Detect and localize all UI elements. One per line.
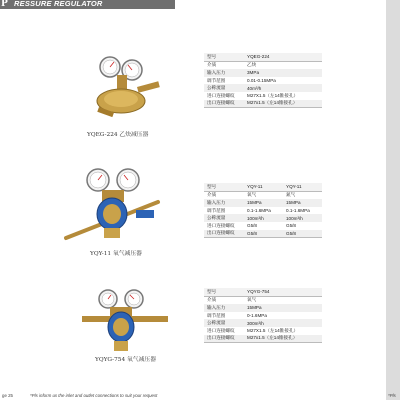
spec-row xyxy=(204,92,322,100)
yqyg-754-regulator-image xyxy=(80,283,170,353)
spec-row xyxy=(204,77,322,85)
spec-table-yqeg-224 xyxy=(204,53,322,108)
spec-label: 型号 xyxy=(204,53,244,61)
spec-value: M27X1.5（左14锥接孔） xyxy=(244,92,322,100)
spec-label: 调节范围 xyxy=(204,207,244,215)
next-page-footer-note: *Pls xyxy=(388,393,396,398)
page-footer xyxy=(0,392,386,400)
spec-row xyxy=(204,183,322,191)
spec-row xyxy=(204,61,322,69)
spec-value: G5/8 xyxy=(244,230,283,238)
spec-label: 公称流量 xyxy=(204,214,244,222)
spec-value: YQY-11 xyxy=(244,183,283,191)
spec-label: 进口连接螺纹 xyxy=(204,92,244,100)
spec-value: YQY-11 xyxy=(283,183,322,191)
spec-label: 介质 xyxy=(204,296,244,304)
spec-value: M27x1.5（左14锥接孔） xyxy=(244,335,322,343)
spec-value: 3MPa xyxy=(244,69,322,77)
spec-row xyxy=(204,214,322,222)
page-number: ge 25 xyxy=(2,393,13,398)
spec-row xyxy=(204,304,322,312)
spec-row xyxy=(204,199,322,207)
spec-value: 300m³/h xyxy=(244,319,322,327)
spec-label: 进口连接螺纹 xyxy=(204,327,244,335)
spec-row xyxy=(204,335,322,343)
spec-label: 公称流量 xyxy=(204,84,244,92)
spec-value: 0.01-0.15MPa xyxy=(244,77,322,85)
spec-row xyxy=(204,222,322,230)
product-caption: YQYG-754 氧气减压器 xyxy=(95,357,156,363)
spec-label: 型号 xyxy=(204,288,244,296)
spec-value: 0-1.6MPa xyxy=(244,312,322,320)
spec-value: 氧气 xyxy=(244,191,283,199)
spec-label: 出口连接螺纹 xyxy=(204,230,244,238)
header-title: RESSURE REGULATOR xyxy=(14,0,103,8)
spec-row xyxy=(204,312,322,320)
spec-row xyxy=(204,53,322,61)
spec-value: G5/8 xyxy=(283,222,322,230)
spec-row xyxy=(204,319,322,327)
spec-table-yqy-11 xyxy=(204,183,322,238)
product-caption: YQY-11 氧气减压器 xyxy=(90,251,142,257)
yqeg-224-regulator-image xyxy=(85,45,165,125)
spec-row xyxy=(204,100,322,108)
spec-value: 氮气 xyxy=(283,191,322,199)
spec-label: 输入压力 xyxy=(204,304,244,312)
spec-label: 公称流量 xyxy=(204,319,244,327)
spec-label: 型号 xyxy=(204,183,244,191)
spec-label: 调节范围 xyxy=(204,77,244,85)
spec-label: 调节范围 xyxy=(204,312,244,320)
spec-label: 介质 xyxy=(204,191,244,199)
spec-label: 出口连接螺纹 xyxy=(204,100,244,108)
spec-row xyxy=(204,288,322,296)
header-band xyxy=(0,0,175,9)
spec-value: M27X1.5（左14锥接孔） xyxy=(244,327,322,335)
spec-value: M27x1.5（左14锥接孔） xyxy=(244,100,322,108)
spec-label: 进口连接螺纹 xyxy=(204,222,244,230)
spec-value: 40m³/h xyxy=(244,84,322,92)
product-caption: YQEG-224 乙炔减压器 xyxy=(87,132,149,138)
spec-value: G5/8 xyxy=(283,230,322,238)
spec-row xyxy=(204,327,322,335)
footer-note: *Pls inform us the inlet and outlet connections to suit your request xyxy=(30,393,158,398)
spec-value: 100m³/h xyxy=(244,214,283,222)
spec-label: 输入压力 xyxy=(204,199,244,207)
spec-row xyxy=(204,69,322,77)
spec-value: 15MPa xyxy=(283,199,322,207)
spec-value: G5/8 xyxy=(244,222,283,230)
spec-value: YQYG-754 xyxy=(244,288,322,296)
header-initial: P xyxy=(1,0,8,9)
next-page-edge xyxy=(386,0,400,400)
spec-value: 100m³/h xyxy=(283,214,322,222)
spec-label: 输入压力 xyxy=(204,69,244,77)
spec-row xyxy=(204,191,322,199)
spec-value: 15MPa xyxy=(244,304,322,312)
spec-row xyxy=(204,230,322,238)
spec-row xyxy=(204,296,322,304)
spec-value: 0.1-1.6MPa xyxy=(244,207,283,215)
spec-value: 0.1-1.6MPa xyxy=(283,207,322,215)
yqy-11-regulator-image xyxy=(62,162,162,247)
spec-value: YQEG-224 xyxy=(244,53,322,61)
spec-table-yqyg-754 xyxy=(204,288,322,343)
spec-row xyxy=(204,84,322,92)
spec-value: 乙炔 xyxy=(244,61,322,69)
spec-label: 介质 xyxy=(204,61,244,69)
spec-value: 15MPa xyxy=(244,199,283,207)
spec-value: 氧气 xyxy=(244,296,322,304)
spec-label: 出口连接螺纹 xyxy=(204,335,244,343)
spec-row xyxy=(204,207,322,215)
